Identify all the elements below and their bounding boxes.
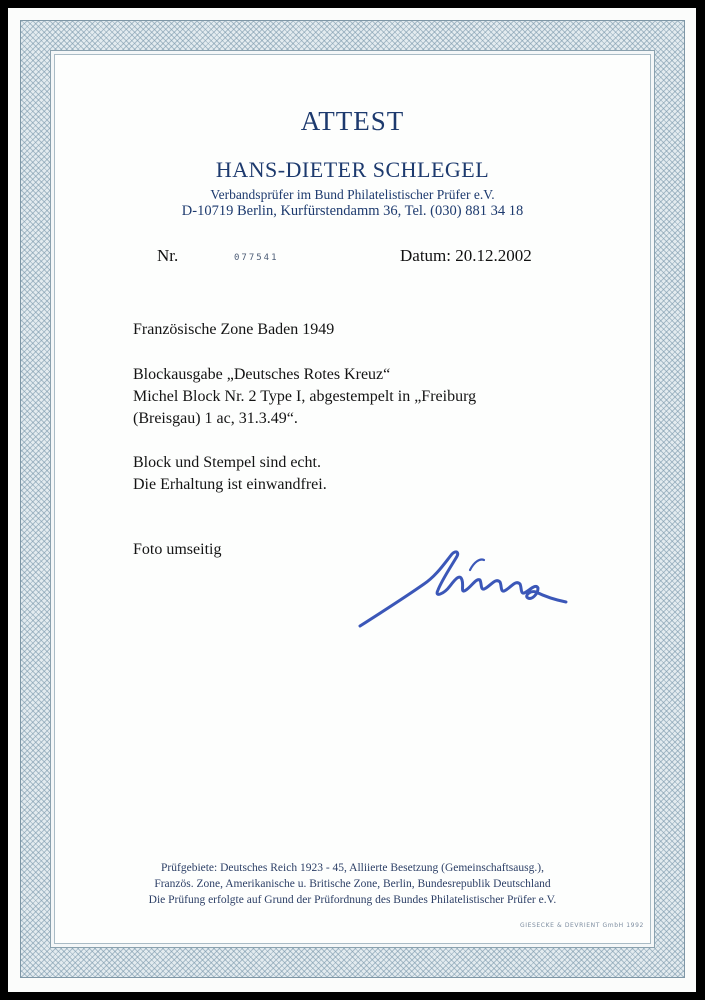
- footer-zones: Französ. Zone, Amerikanische u. Britische Zone, Berlin, Bundesrepublik Deutschland: [154, 878, 551, 890]
- number-label: Nr.: [157, 246, 179, 265]
- certificate-title: ATTEST: [300, 106, 405, 136]
- examiner-association: Verbandsprüfer im Bund Philatelistischer Prüfer e.V.: [210, 187, 495, 202]
- cancellation-detail: (Breisgau) 1 ac, 31.3.49“.: [133, 410, 298, 427]
- stamp-region: Französische Zone Baden 1949: [133, 321, 335, 338]
- catalog-reference: Michel Block Nr. 2 Type I, abgestempelt in „Freiburg: [133, 388, 477, 405]
- printer-imprint: GIESECKE & DEVRIENT GmbH 1992: [520, 922, 644, 929]
- handwritten-signature: [352, 540, 574, 632]
- condition-statement: Die Erhaltung ist einwandfrei.: [133, 476, 327, 493]
- photo-note: Foto umseitig: [133, 541, 222, 558]
- footer-regulation: Die Prüfung erfolgte auf Grund der Prüfordnung des Bundes Philatelistischer Prüfer e.V.: [148, 894, 557, 906]
- inner-frame: [50, 50, 655, 948]
- certificate-date: Datum: 20.12.2002: [400, 246, 532, 265]
- examiner-name: HANS-DIETER SCHLEGEL: [215, 157, 490, 182]
- stamp-issue: Blockausgabe „Deutsches Rotes Kreuz“: [133, 366, 391, 383]
- authenticity-statement: Block und Stempel sind echt.: [133, 454, 321, 471]
- certificate-number: 077541: [234, 253, 279, 263]
- footer-examination-areas: Prüfgebiete: Deutsches Reich 1923 - 45, Alliierte Besetzung (Gemeinschaftsausg.),: [161, 862, 544, 874]
- examiner-address: D-10719 Berlin, Kurfürstendamm 36, Tel. (030) 881 34 18: [181, 203, 524, 219]
